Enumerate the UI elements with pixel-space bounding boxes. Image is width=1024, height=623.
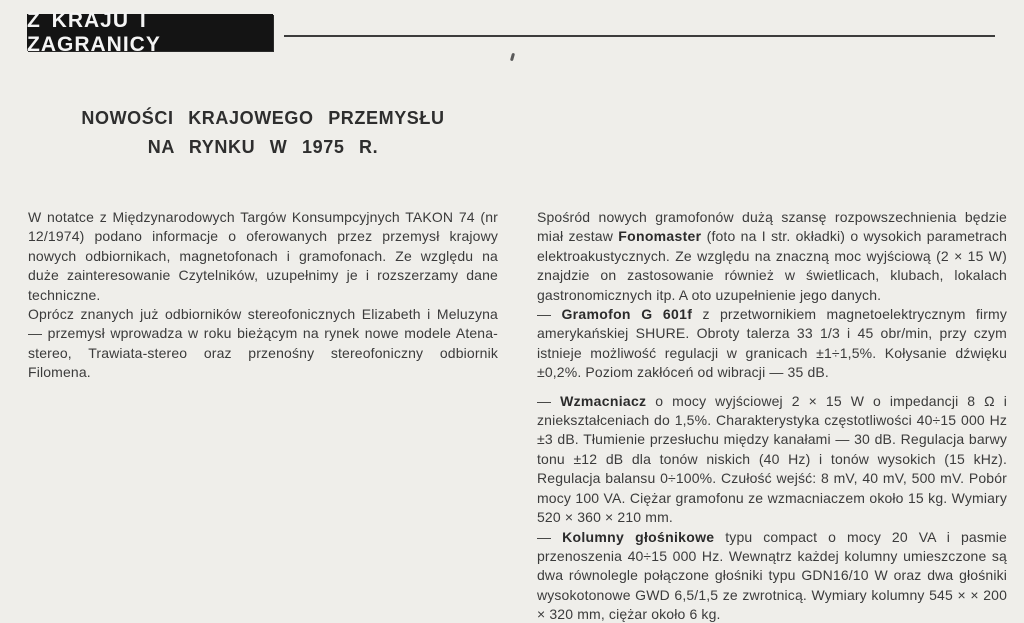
- paragraph-text: Spośród nowych gramofonów dużą szansę rozpowszechnienia będzie miał zestaw: [537, 209, 1007, 245]
- scan-artifact: [510, 53, 515, 62]
- right-paragraph-fonomaster: [537, 208, 1007, 305]
- article-title: [28, 104, 498, 162]
- paragraph-text: —: [537, 528, 563, 545]
- paragraph-text: z przetwornikiem magnetoelektrycznym firmy amerykańskiej SHURE. Obroty talerza 33 1/3 i 45 obr/min, przy czym istnieje możliwość regulacji w granicach ±1÷1,5%. Kołysanie dźwięku ±0,2%. Poziom zakłóceń od wibracji — 35 dB.: [537, 306, 1007, 381]
- right-paragraph-kolumny: [537, 528, 1007, 623]
- left-column: [28, 208, 498, 383]
- article-title-line-2: NA RYNKU W 1975 R.: [147, 137, 379, 157]
- product-name-fonomaster: Fonomaster: [618, 228, 702, 245]
- right-column: [537, 208, 1007, 623]
- section-banner: [27, 8, 273, 56]
- term-wzmacniacz: Wzmacniacz: [560, 392, 647, 409]
- paragraph-text: (foto na I str. okładki) o wysokich parametrach elektroakustycznych. Ze względu na znaczną moc wyjściową (2 × 15 W) znajdzie on zastosowanie również w świetlicach, klubach, lokalach gastronomicznych itp. A oto uzupełnienie jego danych.: [537, 228, 1008, 303]
- left-paragraph-models: Oprócz znanych już odbiorników stereofonicznych Elizabeth i Meluzyna — przemysł wprowadza w roku bieżącym na rynek nowe modele Atena-stereo, Trawiata-stereo oraz przenośny stereofoniczny odbiornik Filomena.: [28, 306, 498, 381]
- article-title-line-1: NOWOŚCI KRAJOWEGO PRZEMYSŁU: [81, 108, 445, 128]
- left-paragraph-intro: W notatce z Międzynarodowych Targów Konsumpcyjnych TAKON 74 (nr 12/1974) podano informacje o oferowanych przez przemysł krajowy nowych odbiornikach, magnetofonach i gramofonach. Ze względu na duże zainteresowanie Czytelników, uzupełnimy je i rozszerzamy dane techniczne.: [28, 209, 498, 303]
- paragraph-text: o mocy wyjściowej 2 × 15 W o impedancji 8 Ω i zniekształceniach do 1,5%. Charakterystyka częstotliwości 40÷15 000 Hz ±3 dB. Tłumienie przesłuchu między kanałami — 30 dB. Regulacja barwy tonu ±12 dB dla tonów niskich (40 Hz) i tonów wysokich (15 kHz). Regulacja balansu 0÷100%. Czułość wejść: 8 mV, 40 mV, 500 mV. Pobór mocy 100 VA. Ciężar gramofonu ze wzmacniaczem około 15 kg. Wymiary 520 × 360 × 210 mm.: [537, 392, 1007, 526]
- header-rule: [284, 35, 995, 37]
- paragraph-text: typu compact o mocy 20 VA i pasmie przenoszenia 40÷15 000 Hz. Wewnątrz każdej kolumny umieszczone są dwa równolegle połączone głośniki typu GDN16/10 W oraz dwa głośniki wysokotonowe GWD 6,5/1,5 ze zwrotnicą. Wymiary kolumny 545 × × 200 × 320 mm, ciężar około 6 kg.: [537, 528, 1007, 623]
- right-paragraph-wzmacniacz: [537, 392, 1007, 528]
- paragraph-text: —: [537, 392, 561, 409]
- product-name-gramofon-g601f: Gramofon G 601f: [561, 306, 693, 323]
- paragraph-text: —: [537, 306, 562, 323]
- right-paragraph-gramofon: [537, 305, 1007, 383]
- section-banner-label: Z KRAJU I ZAGRANICY: [27, 8, 161, 56]
- term-kolumny-glosnikowe: Kolumny głośnikowe: [562, 528, 715, 545]
